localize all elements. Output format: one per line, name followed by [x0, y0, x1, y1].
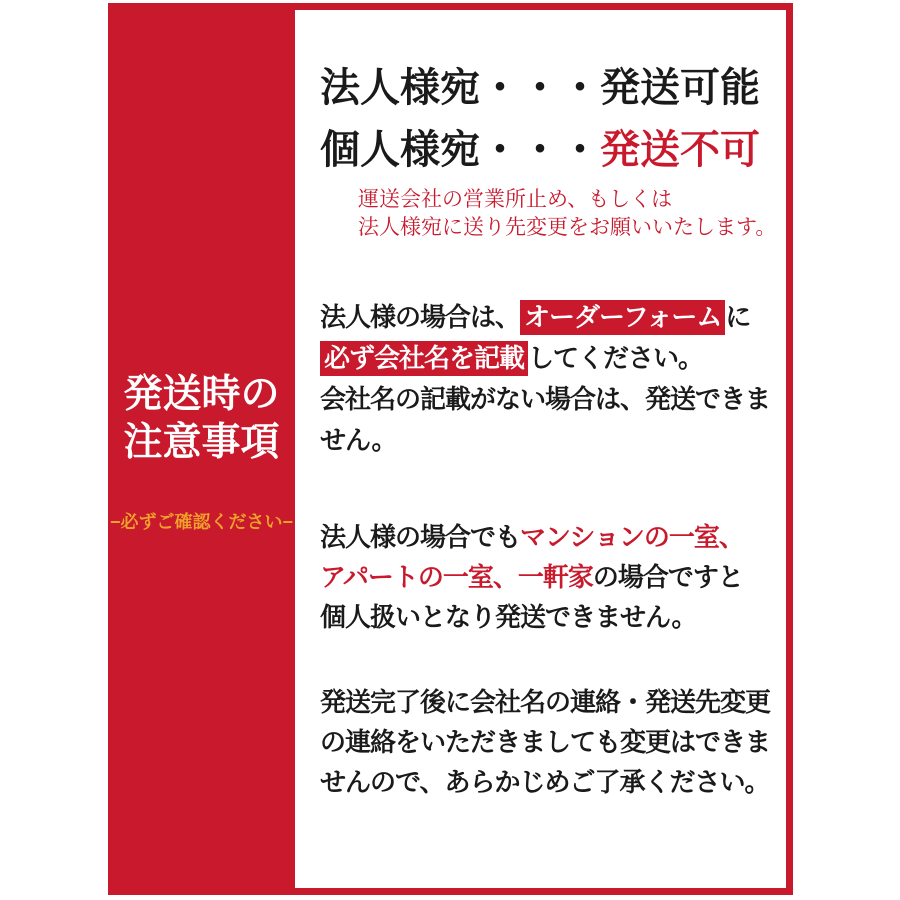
text-line	[108, 419, 295, 467]
text-segment-red: 法人様宛に送り先変更をお願いいたします。	[358, 216, 777, 239]
sidebar-title	[108, 371, 295, 467]
text-segment-normal: 法人様の場合でも	[320, 522, 521, 552]
text-line	[320, 682, 770, 722]
text-segment-red: マンションの一室、	[520, 522, 744, 552]
content-panel	[295, 10, 786, 888]
text-segment-red: 運送会社の営業所止め、もしくは	[358, 188, 673, 211]
text-line	[320, 762, 770, 802]
text-segment-inherit: 注意事項	[123, 421, 280, 464]
text-segment-normal: に	[725, 302, 751, 332]
text-segment-normal: 個人様宛・・・	[320, 128, 600, 172]
text-segment-normal: の場合ですと	[592, 562, 743, 592]
text-segment-normal: 法人様の場合は、	[320, 302, 521, 332]
text-line	[320, 57, 760, 119]
text-segment-red: 発送不可	[600, 128, 760, 172]
text-segment-normal: してください。	[528, 343, 704, 373]
text-segment-highlight: 必ず会社名を記載	[320, 341, 528, 376]
text-segment-normal: 個人扱いとなり発送できません。	[320, 602, 697, 632]
text-line	[358, 186, 776, 214]
text-line	[320, 420, 770, 461]
text-line	[320, 297, 770, 338]
sidebar	[108, 3, 295, 895]
sidebar-note: −必ずご確認ください−	[109, 512, 294, 532]
text-line	[320, 722, 770, 762]
text-segment-normal: 法人様宛・・・発送可能	[320, 66, 760, 110]
text-segment-normal: せんので、あらかじめご了承ください。	[320, 767, 770, 797]
text-line	[358, 214, 776, 242]
text-line	[320, 338, 770, 379]
text-line	[320, 597, 744, 637]
text-segment-normal: 会社名の記載がない場合は、発送できま	[320, 384, 771, 414]
paragraph-no-changes-after-shipping	[320, 682, 770, 802]
paragraph-residence-not-allowed	[320, 517, 744, 637]
text-segment-highlight: オーダーフォーム	[520, 300, 725, 335]
text-segment-red: アパートの一室、一軒家	[320, 562, 593, 592]
text-line	[320, 379, 770, 420]
text-segment-normal: の連絡をいただきましても変更はできま	[320, 727, 771, 757]
text-line	[320, 119, 760, 181]
shipping-subnote	[358, 186, 776, 242]
text-line	[320, 517, 744, 557]
shipping-headline	[320, 57, 760, 181]
text-line	[108, 371, 295, 419]
paragraph-company-name-required	[320, 297, 770, 461]
red-frame	[108, 3, 793, 895]
text-segment-normal: 発送完了後に会社名の連絡・発送先変更	[320, 687, 771, 717]
text-segment-normal: せん。	[320, 425, 397, 455]
text-line	[320, 557, 744, 597]
text-segment-inherit: 発送時の	[123, 373, 280, 416]
